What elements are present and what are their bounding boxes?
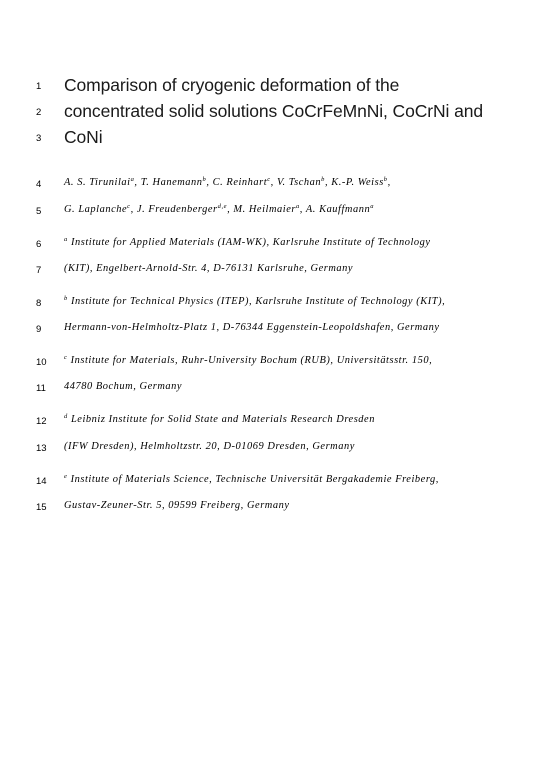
separator: , [387,177,391,188]
line-number: 4 [36,179,42,190]
affiliation-text: Institute for Materials, Ruhr-University Bochum (RUB), Universitätsstr. 150, [70,355,433,366]
separator: , [299,204,306,215]
line-number: 6 [36,239,42,250]
line-number: 9 [36,324,42,335]
affiliation-marker: a [64,236,68,243]
author-line [64,204,374,215]
affiliation-marker: e [64,473,68,480]
affiliation-marker: a [295,203,300,210]
author-name: C. Reinhart [212,177,268,188]
author-name: A. S. Tirunilai [64,177,131,188]
affiliation-marker: c [267,176,271,183]
affiliation-marker: b [202,176,207,183]
affiliation-text: Institute of Materials Science, Technische Universität Bergakademie Freiberg, [70,474,439,485]
line-number: 2 [36,107,42,118]
separator: , [324,177,332,188]
title-line: CoNi [64,127,103,147]
affiliation-line [64,414,375,425]
line-number: 13 [36,443,47,454]
affiliation-marker: c [64,354,68,361]
affiliation-line: (KIT), Engelbert-Arnold-Str. 4, D-76131 Karlsruhe, Germany [64,263,354,274]
title-line: Comparison of cryogenic deformation of the [64,75,400,95]
line-number: 11 [36,383,46,394]
line-number: 8 [36,298,42,309]
affiliation-line [64,296,445,307]
affiliation-line: 44780 Bochum, Germany [64,381,183,392]
author-name: M. Heilmaier [233,204,296,215]
affiliation-line: (IFW Dresden), Helmholtzstr. 20, D-01069 Dresden, Germany [64,441,355,452]
separator: , [227,204,234,215]
affiliation-marker: b [321,176,325,183]
affiliation-line [64,474,439,485]
line-number: 10 [36,357,47,368]
line-number: 1 [36,81,42,92]
affiliation-line [64,237,431,248]
affiliation-line: Gustav-Zeuner-Str. 5, 09599 Freiberg, Germany [64,500,290,511]
author-name: K.-P. Weiss [331,177,384,188]
author-line [64,177,391,188]
affiliation-line [64,355,432,366]
affiliation-text: Leibniz Institute for Solid State and Materials Research Dresden [70,414,375,425]
line-number: 5 [36,206,42,217]
title-line: concentrated solid solutions CoCrFeMnNi, CoCrNi and [64,101,483,121]
author-name: T. Hanemann [140,177,203,188]
line-number: 15 [36,502,47,513]
affiliation-marker: a [130,176,135,183]
affiliation-text: Institute for Technical Physics (ITEP), Karlsruhe Institute of Technology (KIT), [70,296,446,307]
affiliation-text: Institute for Applied Materials (IAM-WK), Karlsruhe Institute of Technology [70,237,431,248]
separator: , [134,177,141,188]
separator: , [206,177,213,188]
affiliation-marker: c [127,203,131,210]
affiliation-marker: d,e [217,203,228,210]
author-name: V. Tschan [276,177,322,188]
affiliation-marker: a [370,203,375,210]
affiliation-marker: b [64,295,68,302]
line-number: 3 [36,133,42,144]
affiliation-line: Hermann-von-Helmholtz-Platz 1, D-76344 Eggenstein-Leopoldshafen, Germany [64,322,440,333]
affiliation-marker: b [383,176,388,183]
author-name: A. Kauffmann [305,204,371,215]
author-name: G. Laplanche [64,204,128,215]
author-name: J. Freudenberger [136,204,218,215]
separator: , [270,177,277,188]
line-number: 7 [36,265,42,276]
separator: , [130,204,137,215]
affiliation-marker: d [64,413,68,420]
line-number: 12 [36,416,47,427]
line-number: 14 [36,476,47,487]
